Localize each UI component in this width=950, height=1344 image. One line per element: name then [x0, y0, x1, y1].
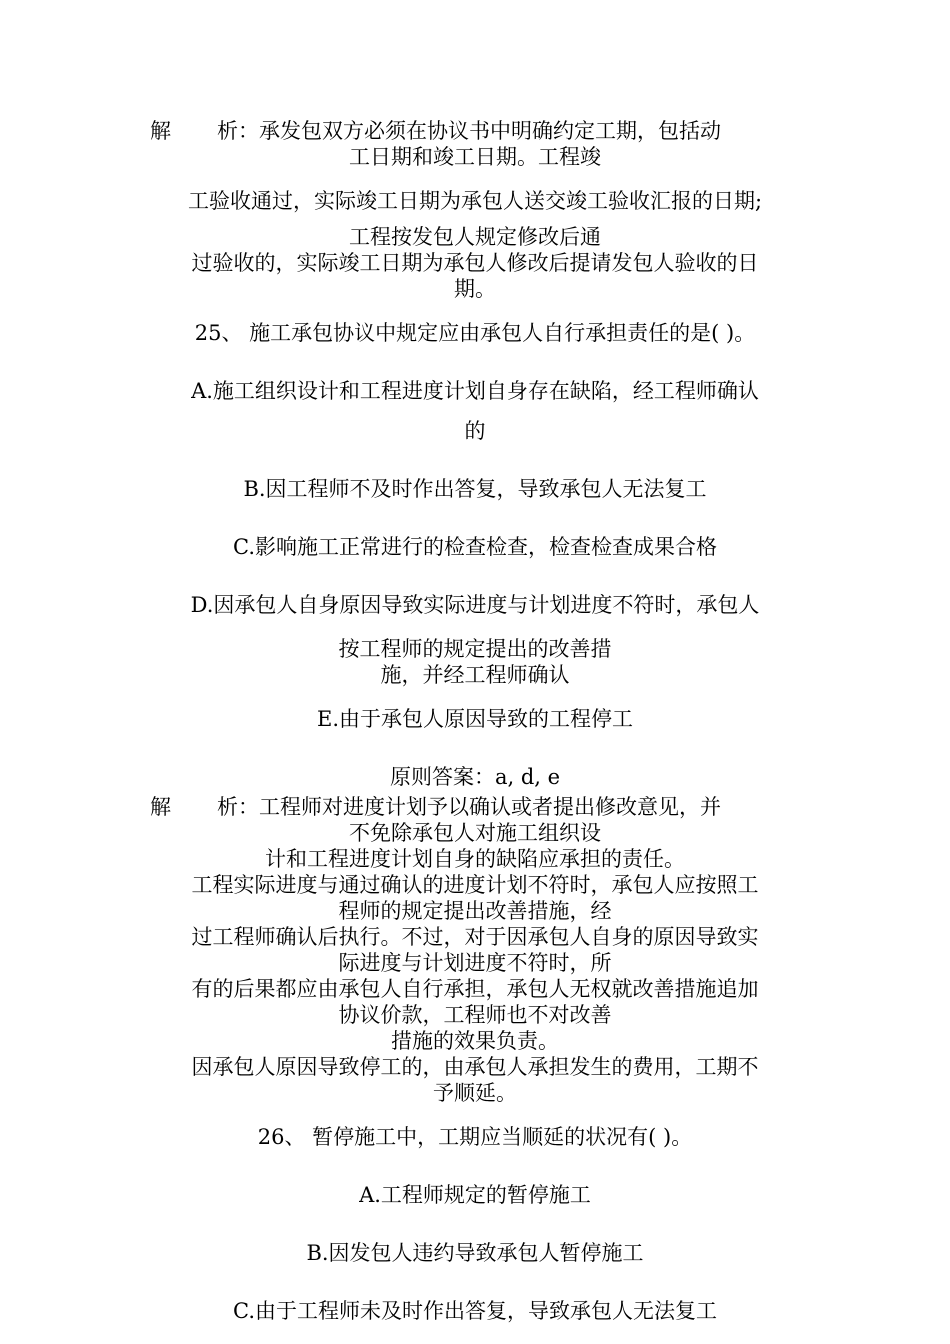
q25-option-e: E.由于承包人原因导致的工程停工 [316, 707, 633, 731]
text-line: 工程按发包人规定修改后通 [349, 225, 601, 249]
text-line: 因承包人原因导致停工的，由承包人承担发生的费用，工期不 [191, 1055, 759, 1079]
q25-option-b: B.因工程师不及时作出答复，导致承包人无法复工 [243, 477, 707, 501]
text-line: 工程实际进度与通过确认的进度计划不符时，承包人应按照工 [191, 873, 759, 897]
text-line: 过工程师确认后执行。不过，对于因承包人自身的原因导致实 [191, 925, 759, 949]
analysis-label: 解 [150, 119, 171, 143]
analysis-text: 析：工程师对进度计划予以确认或者提出修改意见，并 [217, 795, 721, 819]
analysis-heading-line [150, 794, 800, 820]
q25-option-d-cont: 按工程师的规定提出的改善措 [338, 637, 612, 661]
q26-option-c: C.由于工程师未及时作出答复，导致承包人无法复工 [233, 1299, 717, 1323]
analysis-paragraph-1 [150, 118, 800, 302]
q25-answer: 原则答案：a, d, e [389, 765, 561, 789]
document-page [150, 118, 800, 1328]
analysis-label: 解 [150, 795, 171, 819]
text-line: 际进度与计划进度不符时，所 [338, 951, 612, 975]
text-line: 不免除承包人对施工组织设 [349, 821, 601, 845]
analysis-text: 析：承发包双方必须在协议书中明确约定工期，包括动 [217, 119, 721, 143]
analysis-heading-line [150, 118, 800, 144]
q26-option-b: B.因发包人违约导致承包人暂停施工 [306, 1241, 644, 1265]
q25-option-c: C.影响施工正常进行的检查检查，检查检查成果合格 [233, 535, 717, 559]
text-line: 期。 [454, 277, 496, 301]
analysis-paragraph-2 [150, 794, 800, 1106]
text-line: 工日期和竣工日期。工程竣 [349, 145, 601, 169]
q25-option-a: A.施工组织设计和工程进度计划自身存在缺陷，经工程师确认 [191, 379, 759, 403]
text-line: 程师的规定提出改善措施，经 [338, 899, 612, 923]
text-line: 过验收的，实际竣工日期为承包人修改后提请发包人验收的日 [191, 251, 759, 275]
text-line: 有的后果都应由承包人自行承担，承包人无权就改善措施追加 [191, 977, 759, 1001]
q25-option-a-cont: 的 [464, 419, 486, 443]
q26-option-a: A.工程师规定的暂停施工 [359, 1183, 591, 1207]
text-line: 措施的效果负责。 [391, 1029, 559, 1053]
q25-option-d-cont: 施，并经工程师确认 [380, 663, 570, 687]
text-line: 计和工程进度计划自身的缺陷应承担的责任。 [265, 847, 685, 871]
question-25: 25、 施工承包协议中规定应由承包人自行承担责任的是( )。 [194, 321, 756, 345]
q25-option-d: D.因承包人自身原因导致实际进度与计划进度不符时，承包人 [190, 593, 760, 617]
text-line: 予顺延。 [433, 1081, 517, 1105]
text-line: 协议价款，工程师也不对改善 [338, 1003, 612, 1027]
question-26: 26、 暂停施工中，工期应当顺延的状况有( )。 [257, 1125, 693, 1149]
text-line: 工验收通过，实际竣工日期为承包人送交竣工验收汇报的日期; [187, 189, 763, 213]
